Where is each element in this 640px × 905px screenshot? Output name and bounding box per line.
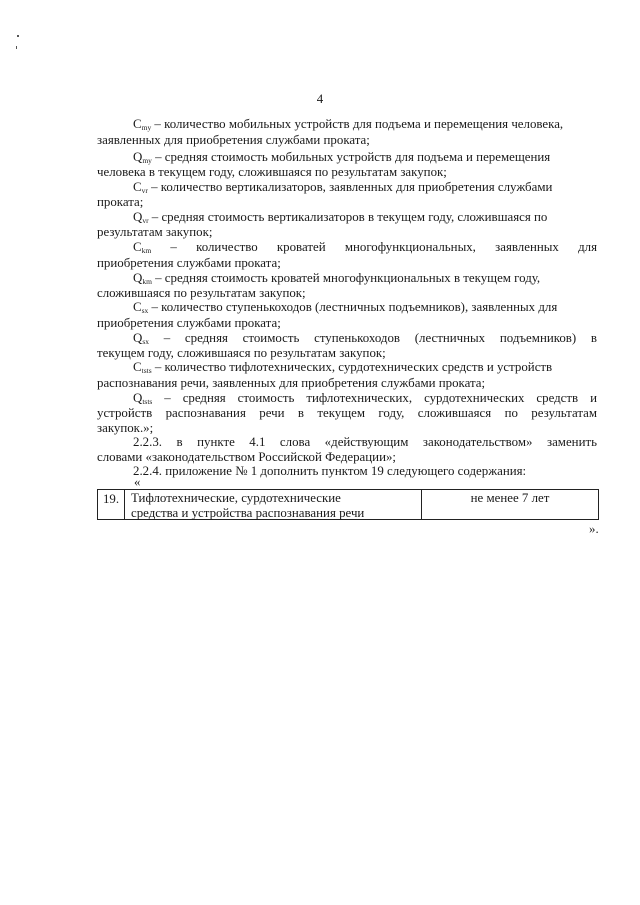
text-line: $C_{vr}$ – количество вертикализаторов, заявленных для приобретения службами (133, 180, 553, 195)
table-cell-term: не менее 7 лет (470, 491, 550, 505)
text-line: $Q_{my}$ – средняя стоимость мобильных устройств для подъема и перемещения (133, 150, 551, 165)
page-number: 4 (316, 92, 324, 106)
table-cell-number: 19. (98, 490, 125, 519)
text-line: $C_{my}$ – количество мобильных устройств для подъема и перемещения человека, (133, 117, 564, 132)
text-line: результатам закупок; (97, 225, 213, 239)
text-line: 2.2.3. в пункте 4.1 слова «действующим законодательством» заменить (133, 435, 597, 449)
text-line: $Q_{vr}$ – средняя стоимость вертикализаторов в текущем году, сложившаяся по (133, 210, 548, 225)
scan-mark-1 (17, 35, 19, 37)
text-line: $C_{sx}$ – количество ступенькоходов (лестничных подъемников), заявленных для (133, 300, 558, 315)
table-cell-name (125, 490, 422, 519)
text-line: устройств распознавания речи в текущем году, сложившаяся по результатам (97, 406, 597, 420)
text-line: проката; (97, 195, 144, 209)
text-line: 2.2.4. приложение № 1 дополнить пунктом 19 следующего содержания: (133, 464, 527, 478)
text-line: $C_{km}$ – количество кроватей многофункциональных, заявленных для (133, 240, 597, 255)
closing-quote: ». (589, 522, 599, 536)
appendix-table (97, 489, 599, 520)
text-line: человека в текущем году, сложившаяся по результатам закупок; (97, 165, 447, 179)
text-line: закупок.»; (97, 421, 154, 435)
table-name-line: Тифлотехнические, сурдотехнические (131, 491, 341, 505)
table-name-line: средства и устройства распознавания речи (131, 506, 365, 520)
text-line: текущем году, сложившаяся по результатам закупок; (97, 346, 386, 360)
scan-mark-2 (16, 46, 17, 49)
text-line: словами «законодательством Российской Федерации»; (97, 450, 397, 464)
text-line: $C_{tsts}$ – количество тифлотехнических, сурдотехнических средств и устройств (133, 360, 553, 375)
text-line: заявленных для приобретения службами проката; (97, 133, 370, 147)
text-line: распознавания речи, заявленных для приобретения службами проката; (97, 376, 486, 390)
opening-quote: « (134, 475, 141, 489)
text-line: приобретения службами проката; (97, 256, 281, 270)
text-line: приобретения службами проката; (97, 316, 281, 330)
text-line: $Q_{tsts}$ – средняя стоимость тифлотехнических, сурдотехнических средств и (133, 391, 597, 406)
text-line: $Q_{sx}$ – средняя стоимость ступенькоходов (лестничных подъемников) в (133, 331, 597, 346)
text-line: сложившаяся по результатам закупок; (97, 286, 306, 300)
text-line: $Q_{km}$ – средняя стоимость кроватей многофункциональных в текущем году, (133, 271, 541, 286)
